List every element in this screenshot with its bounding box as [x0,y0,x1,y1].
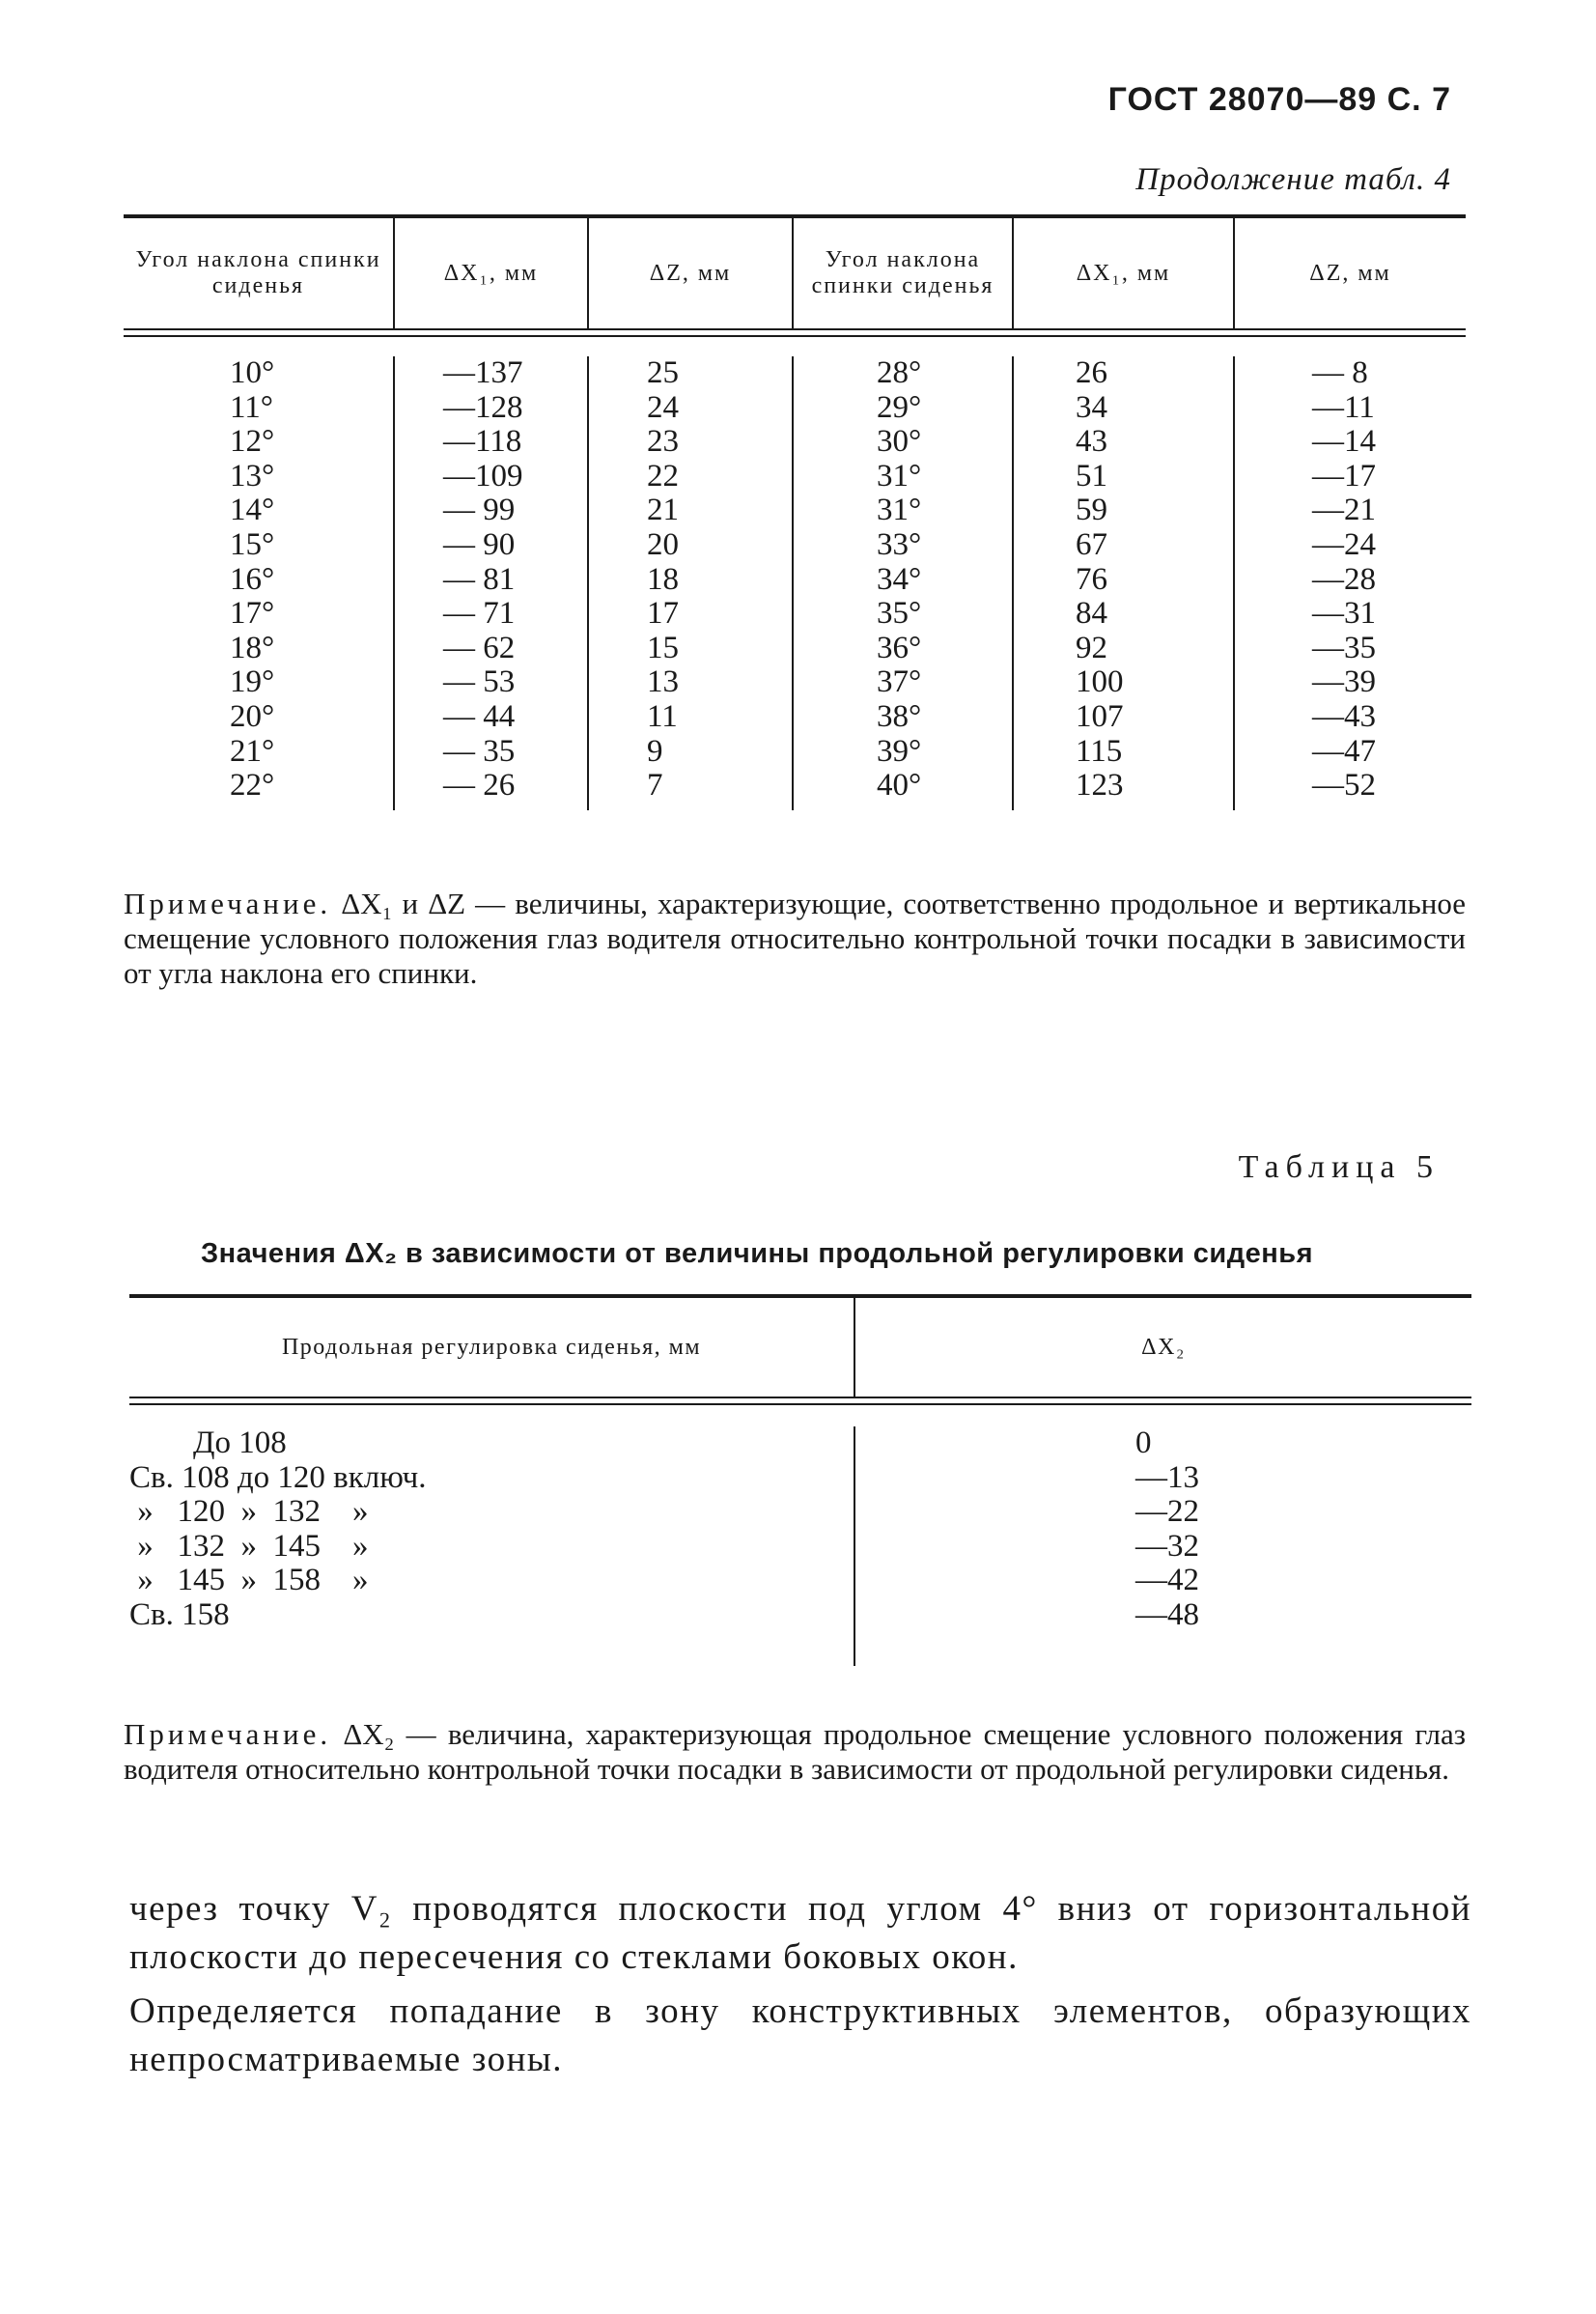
table-cell: 123 [1076,768,1124,804]
table-cell: 34° [877,561,922,597]
table-cell: 20° [230,698,275,734]
table-cell: — 71 [443,596,516,632]
table-cell: 29° [877,389,922,425]
table-cell: » 132 » 145 » [129,1528,369,1564]
table-cell: —17 [1312,458,1376,494]
column-dz-right [1235,356,1466,810]
table-cell: —21 [1312,493,1376,528]
table-cell: 18° [230,630,275,665]
table-header-rule [124,328,1466,337]
table-cell: — 81 [443,561,516,597]
table-cell: 17° [230,596,275,632]
table-cell: —35 [1312,630,1376,665]
table-cell: —32 [1135,1528,1199,1564]
table-cell: —43 [1312,698,1376,734]
table-cell: 26 [1076,355,1107,390]
table-cell: 21° [230,733,275,769]
column-dx-left [395,356,589,810]
table-cell: 15° [230,526,275,562]
table-cell: 17 [647,596,679,632]
table-cell: 21 [647,493,679,528]
column-dx2 [855,1426,1471,1666]
note-text: ΔX₂ — величина, характеризующая продольное смещение условного положения глаз водителя относительно контрольной точки посадки в зависимости от продольной регулировки сиденья. [124,1717,1466,1786]
column-regulation [129,1426,855,1666]
page-header: ГОСТ 28070—89 С. 7 [1107,81,1451,118]
table-4-header [124,218,1466,328]
body-paragraph: через точку V₂ проводятся плоскости под углом 4° вниз от горизонтальной плоскости до пересечения со стеклами боковых окон. [129,1889,1471,1977]
col-header-angle-left: Угол наклона спинки сиденья [124,218,395,328]
table-header-rule [129,1397,1471,1405]
table-cell: 31° [877,458,922,494]
table-5-note [124,1717,1466,1787]
table-cell: —24 [1312,526,1376,562]
table-cell: —14 [1312,424,1376,460]
table-cell: 33° [877,526,922,562]
table-cell: 18 [647,561,679,597]
table-cell: 35° [877,596,922,632]
body-paragraph: Определяется попадание в зону конструктивных элементов, образующих непросматриваемые зоны. [129,1991,1471,2079]
table-cell: — 8 [1312,355,1368,390]
col-header-dx-left: ΔX₁, мм [395,218,589,328]
table-cell: До 108 [129,1425,287,1460]
table-cell: 30° [877,424,922,460]
col-header-dz-right: ΔZ, мм [1309,260,1391,286]
table-5-label: Таблица 5 [1238,1149,1440,1185]
table-cell: —128 [443,389,523,425]
table-cell: 39° [877,733,922,769]
table-cell: —47 [1312,733,1376,769]
table-cell: 13 [647,664,679,700]
table-cell: 107 [1076,698,1124,734]
table-cell: 31° [877,493,922,528]
table-cell: —28 [1312,561,1376,597]
col-header-regulation: Продольная регулировка сиденья, мм [129,1298,855,1397]
table-cell: — 26 [443,768,516,804]
table-cell: 15 [647,630,679,665]
table-cell: Св. 158 [129,1596,230,1632]
table-cell: —118 [443,424,522,460]
table-cell: 43 [1076,424,1107,460]
table-cell: —11 [1312,389,1375,425]
table-cell: —13 [1135,1459,1199,1495]
table-cell: — 35 [443,733,516,769]
table-cell: 51 [1076,458,1107,494]
table-cell: 115 [1076,733,1123,769]
table-cell: 0 [1135,1425,1152,1460]
table-cell: 22° [230,768,275,804]
note-label: Примечание. [124,1717,332,1751]
table-cell: —31 [1312,596,1376,632]
col-header-dx2: ΔX₂ [1141,1334,1186,1360]
table-cell: —137 [443,355,523,390]
table-cell: 12° [230,424,275,460]
table-cell: 100 [1076,664,1124,700]
table-cell: » 145 » 158 » [129,1563,369,1598]
table-cell: 10° [230,355,275,390]
table-cell: 92 [1076,630,1107,665]
table-cell: 28° [877,355,922,390]
table-cell: 38° [877,698,922,734]
table-cell: 11 [647,698,678,734]
table-cell: 25 [647,355,679,390]
table-cell: — 44 [443,698,516,734]
table-cell: 23 [647,424,679,460]
table-cell: 22 [647,458,679,494]
table-cell: 84 [1076,596,1107,632]
table-cell: — 53 [443,664,516,700]
table-cell: 67 [1076,526,1107,562]
table-cell: —42 [1135,1563,1199,1598]
table-continuation-caption: Продолжение табл. 4 [1135,162,1451,197]
note-text: ΔX₁ и ΔZ — величины, характеризующие, соответственно продольное и вертикальное смещение условного положения глаз водителя относительно контрольной точки посадки в зависимости от угла наклона его спинки. [124,887,1466,990]
column-dx-right [1014,356,1235,810]
note-label: Примечание. [124,887,332,920]
col-header-dz-left: ΔZ, мм [589,218,794,328]
table-5-header [129,1298,1471,1397]
table-cell: 36° [877,630,922,665]
table-cell: 24 [647,389,679,425]
table-5-title: Значения ΔX₂ в зависимости от величины продольной регулировки сиденья [201,1238,1314,1269]
table-cell: — 90 [443,526,516,562]
table-4-note [124,887,1466,991]
table-cell: —52 [1312,768,1376,804]
col-header-dx-right: ΔX₁, мм [1014,218,1235,328]
table-cell: 19° [230,664,275,700]
table-cell: 59 [1076,493,1107,528]
table-cell: —109 [443,458,523,494]
table-cell: 20 [647,526,679,562]
table-5 [129,1294,1471,1666]
table-5-body [129,1405,1471,1666]
table-cell: 11° [230,389,273,425]
table-cell: —39 [1312,664,1376,700]
col-header-angle-right: Угол наклона спинки сиденья [794,218,1014,328]
table-cell: 14° [230,493,275,528]
table-cell: 16° [230,561,275,597]
table-4 [124,214,1466,810]
column-dz-left [589,356,794,810]
table-cell: 76 [1076,561,1107,597]
table-cell: 13° [230,458,275,494]
table-4-body [124,337,1466,810]
table-cell: — 62 [443,630,516,665]
column-angle-left [124,356,395,810]
column-angle-right [794,356,1014,810]
table-cell: Св. 108 до 120 включ. [129,1459,427,1495]
table-cell: —22 [1135,1494,1199,1530]
table-cell: —48 [1135,1596,1199,1632]
table-cell: 40° [877,768,922,804]
table-cell: 9 [647,733,663,769]
table-cell: » 120 » 132 » [129,1494,369,1530]
table-cell: 34 [1076,389,1107,425]
table-cell: — 99 [443,493,516,528]
table-cell: 37° [877,664,922,700]
table-cell: 7 [647,768,663,804]
